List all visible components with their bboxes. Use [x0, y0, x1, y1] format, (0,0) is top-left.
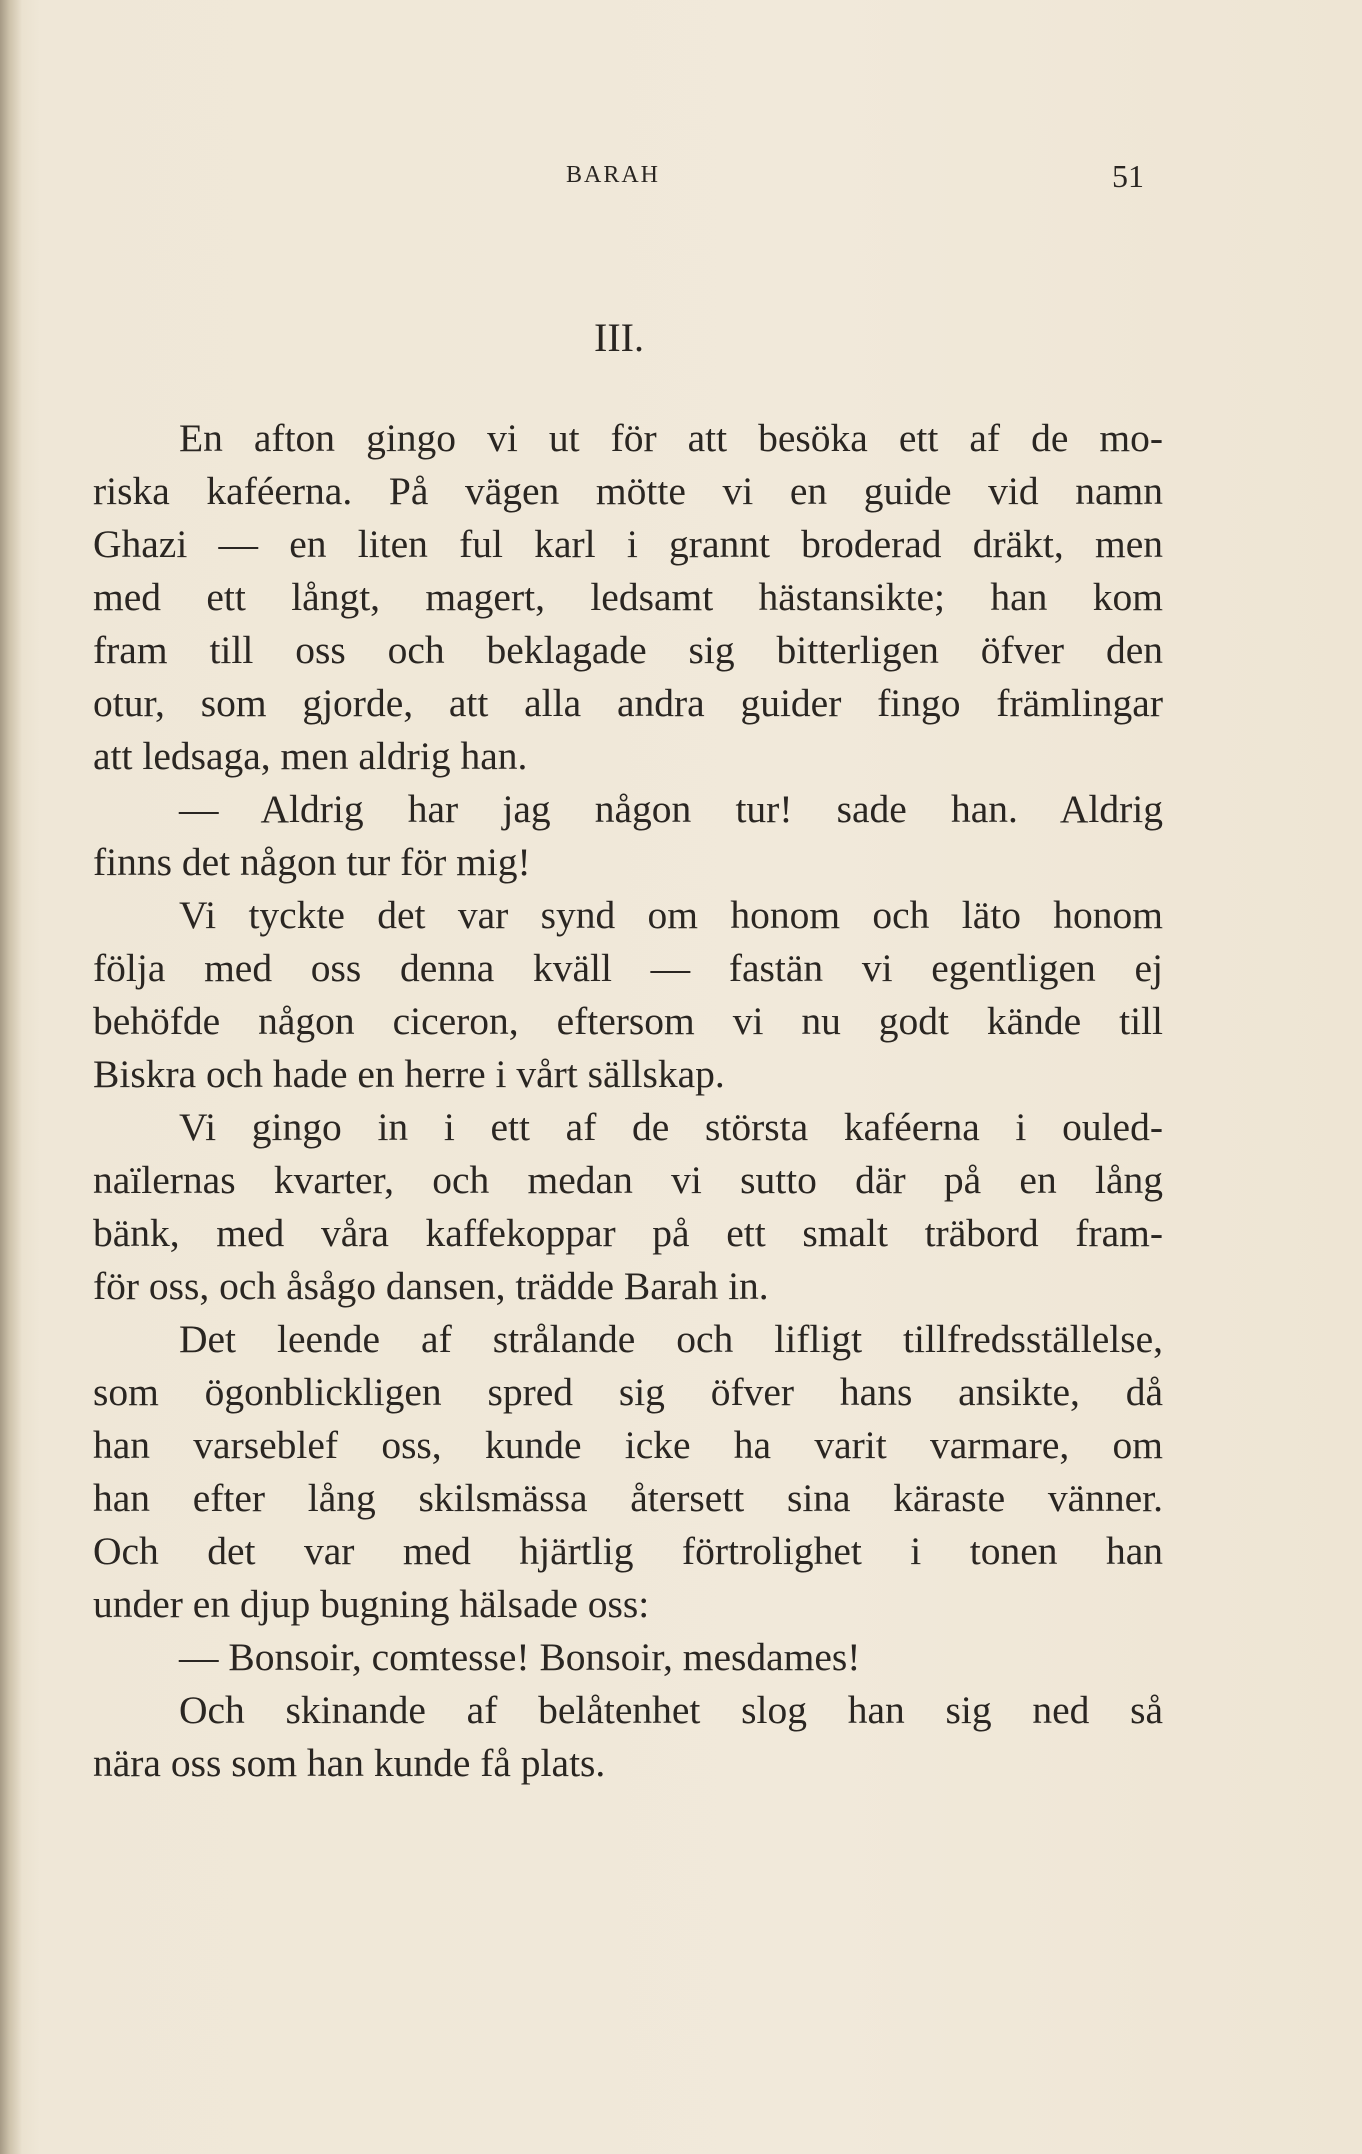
text-line: finns det någon tur för mig! [93, 840, 531, 884]
chapter-heading-text: III. [594, 315, 644, 360]
text-line: bänk, med våra kaffekoppar på ett smalt träbord fram- [93, 1211, 1163, 1255]
text-line: fram till oss och beklagade sig bitterligen öfver den [93, 628, 1163, 672]
running-head [0, 158, 1362, 198]
text-line: Ghazi — en liten ful karl i grannt broderad dräkt, men [93, 522, 1163, 566]
text-line: Vi gingo in i ett af de största kaféerna i ouled- [179, 1105, 1163, 1149]
page-number: 51 [1112, 158, 1144, 194]
text-line: En afton gingo vi ut för att besöka ett af de mo- [179, 416, 1163, 460]
text-line: med ett långt, magert, ledsamt hästansikte; han kom [93, 575, 1163, 619]
text-line: under en djup bugning hälsade oss: [93, 1582, 650, 1626]
text-line: nära oss som han kunde få plats. [93, 1741, 606, 1785]
text-line: Och det var med hjärtlig förtrolighet i tonen han [93, 1529, 1163, 1573]
text-line: naïlernas kvarter, och medan vi sutto där på en lång [93, 1158, 1163, 1202]
text-line: — Bonsoir, comtesse! Bonsoir, mesdames! [179, 1635, 861, 1679]
text-line: att ledsaga, men aldrig han. [93, 734, 528, 778]
running-title: BARAH [566, 162, 661, 188]
text-line: Och skinande af belåtenhet slog han sig ned så [179, 1688, 1163, 1732]
text-line: han varseblef oss, kunde icke ha varit varmare, om [93, 1423, 1163, 1467]
text-line: Biskra och hade en herre i vårt sällskap. [93, 1052, 725, 1096]
text-line: han efter lång skilsmässa återsett sina käraste vänner. [93, 1476, 1163, 1520]
text-line: som ögonblickligen spred sig öfver hans ansikte, då [93, 1370, 1163, 1414]
text-line: — Aldrig har jag någon tur! sade han. Aldrig [179, 787, 1163, 831]
text-line: följa med oss denna kväll — fastän vi egentligen ej [93, 946, 1163, 990]
text-line: Det leende af strålande och lifligt tillfredsställelse, [179, 1317, 1163, 1361]
text-line: för oss, och åsågo dansen, trädde Barah in. [93, 1264, 769, 1308]
text-line: riska kaféerna. På vägen mötte vi en guide vid namn [93, 469, 1163, 513]
text-line: behöfde någon ciceron, eftersom vi nu godt kände till [93, 999, 1163, 1043]
body-text [93, 412, 1163, 1790]
chapter-heading [0, 314, 1362, 361]
text-line: otur, som gjorde, att alla andra guider fingo främlingar [93, 681, 1163, 725]
text-line: Vi tyckte det var synd om honom och läto honom [179, 893, 1163, 937]
